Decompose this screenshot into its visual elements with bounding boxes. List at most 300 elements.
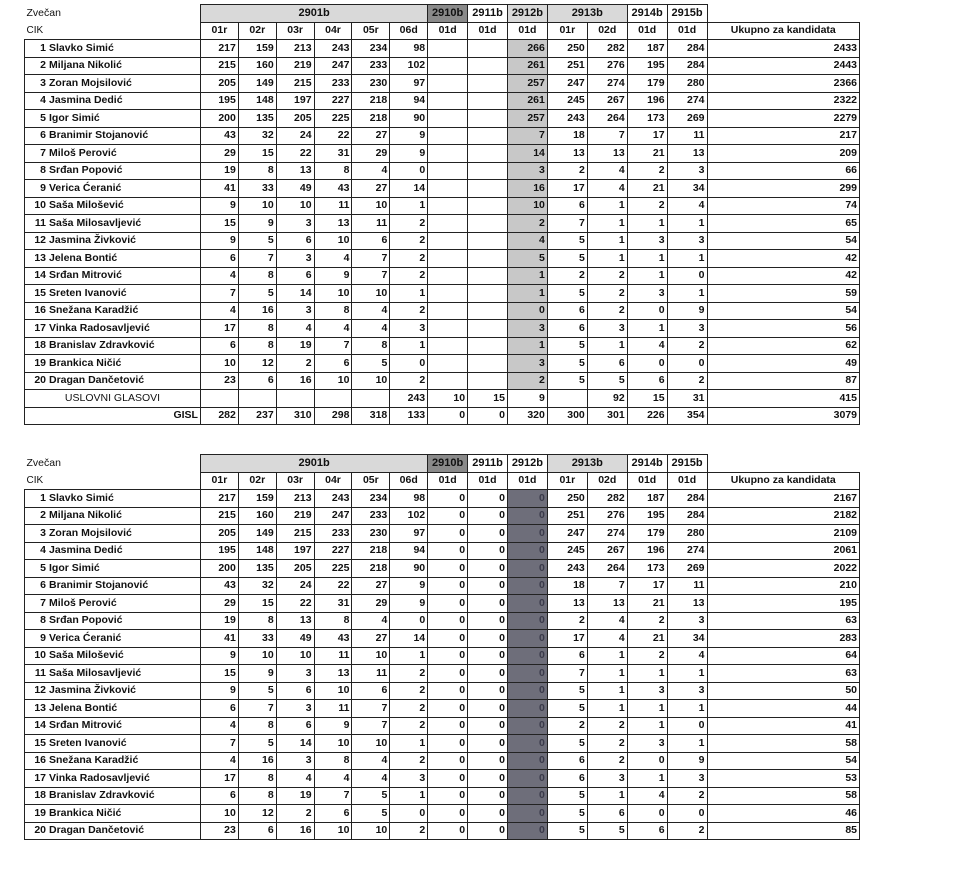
candidate-total: 209 bbox=[707, 145, 859, 163]
vote-cell: 1 bbox=[627, 250, 667, 268]
vote-cell: 3 bbox=[390, 320, 428, 338]
vote-cell: 17 bbox=[200, 770, 238, 788]
candidate-total: 42 bbox=[707, 250, 859, 268]
candidate-name: Saša Milosavljević bbox=[47, 215, 200, 233]
candidate-name: Jelena Bontić bbox=[47, 700, 200, 718]
candidate-name: Branimir Stojanović bbox=[47, 127, 200, 145]
vote-cell: 31 bbox=[314, 145, 352, 163]
vote-cell: 9 bbox=[314, 267, 352, 285]
vote-cell: 5 bbox=[547, 735, 587, 753]
vote-cell: 7 bbox=[238, 700, 276, 718]
vote-cell: 6 bbox=[352, 682, 390, 700]
vote-cell: 159 bbox=[238, 40, 276, 58]
vote-cell: 16 bbox=[238, 302, 276, 320]
candidate-name: Miljana Nikolić bbox=[47, 57, 200, 75]
vote-cell bbox=[468, 110, 508, 128]
row-number: 15 bbox=[25, 285, 48, 303]
vote-cell: 29 bbox=[200, 595, 238, 613]
table-row bbox=[25, 490, 860, 508]
sub-header: 04r bbox=[314, 22, 352, 40]
table-row bbox=[25, 770, 860, 788]
vote-cell: 280 bbox=[667, 525, 707, 543]
vote-cell: 1 bbox=[667, 735, 707, 753]
vote-cell: 13 bbox=[587, 595, 627, 613]
footer-cell: 318 bbox=[352, 407, 390, 425]
vote-cell: 251 bbox=[547, 507, 587, 525]
group-header-row bbox=[25, 455, 860, 473]
group-header: 2910b bbox=[428, 5, 468, 23]
vote-cell bbox=[428, 302, 468, 320]
vote-cell: 3 bbox=[627, 735, 667, 753]
vote-cell: 13 bbox=[276, 162, 314, 180]
vote-cell: 94 bbox=[390, 542, 428, 560]
vote-cell: 264 bbox=[587, 560, 627, 578]
vote-cell: 267 bbox=[587, 542, 627, 560]
table-row bbox=[25, 735, 860, 753]
vote-cell: 2 bbox=[390, 232, 428, 250]
vote-cell bbox=[468, 145, 508, 163]
candidate-name: Miloš Perović bbox=[47, 595, 200, 613]
vote-cell bbox=[428, 355, 468, 373]
vote-cell: 219 bbox=[276, 57, 314, 75]
candidate-name: Jasmina Dedić bbox=[47, 542, 200, 560]
vote-cell: 245 bbox=[547, 92, 587, 110]
table-row bbox=[25, 267, 860, 285]
vote-cell: 0 bbox=[507, 560, 547, 578]
vote-cell: 3 bbox=[390, 770, 428, 788]
candidate-name: Srđan Mitrović bbox=[47, 717, 200, 735]
vote-cell: 282 bbox=[587, 40, 627, 58]
vote-cell: 11 bbox=[314, 700, 352, 718]
vote-cell: 1 bbox=[587, 197, 627, 215]
vote-cell: 98 bbox=[390, 490, 428, 508]
vote-cell: 215 bbox=[200, 57, 238, 75]
vote-cell: 284 bbox=[667, 40, 707, 58]
sub-header: 01d bbox=[667, 22, 707, 40]
vote-cell: 0 bbox=[428, 490, 468, 508]
vote-cell: 6 bbox=[627, 372, 667, 390]
vote-cell bbox=[428, 162, 468, 180]
vote-cell: 1 bbox=[507, 285, 547, 303]
vote-cell: 1 bbox=[627, 717, 667, 735]
vote-cell: 0 bbox=[507, 682, 547, 700]
vote-cell: 7 bbox=[238, 250, 276, 268]
footer-cell bbox=[276, 390, 314, 408]
row-number: 18 bbox=[25, 337, 48, 355]
vote-cell: 0 bbox=[428, 630, 468, 648]
candidate-total: 2109 bbox=[707, 525, 859, 543]
row-number: 1 bbox=[25, 490, 48, 508]
vote-cell: 14 bbox=[276, 285, 314, 303]
sub-header-row bbox=[25, 22, 860, 40]
table-row bbox=[25, 355, 860, 373]
candidate-total: 65 bbox=[707, 215, 859, 233]
vote-cell: 2 bbox=[667, 372, 707, 390]
vote-cell: 197 bbox=[276, 542, 314, 560]
table-row bbox=[25, 110, 860, 128]
vote-cell bbox=[468, 197, 508, 215]
footer-cell bbox=[352, 390, 390, 408]
vote-cell: 4 bbox=[276, 770, 314, 788]
footer-cell: 92 bbox=[587, 390, 627, 408]
candidate-name: Saša Milošević bbox=[47, 647, 200, 665]
vote-cell: 6 bbox=[200, 787, 238, 805]
vote-cell bbox=[468, 355, 508, 373]
footer-total: 3079 bbox=[707, 407, 859, 425]
candidate-name: Zoran Mojsilović bbox=[47, 525, 200, 543]
vote-cell: 0 bbox=[468, 630, 508, 648]
group-header: 2911b bbox=[468, 5, 508, 23]
row-number: 19 bbox=[25, 355, 48, 373]
footer-row bbox=[25, 390, 860, 408]
table-row bbox=[25, 665, 860, 683]
total-column-header: Ukupno za kandidata bbox=[707, 22, 859, 40]
vote-cell: 8 bbox=[238, 337, 276, 355]
vote-cell: 0 bbox=[428, 805, 468, 823]
vote-cell: 267 bbox=[587, 92, 627, 110]
candidate-total: 42 bbox=[707, 267, 859, 285]
vote-cell: 0 bbox=[507, 630, 547, 648]
vote-cell: 0 bbox=[428, 612, 468, 630]
vote-cell: 9 bbox=[667, 752, 707, 770]
candidate-name: Jasmina Dedić bbox=[47, 92, 200, 110]
vote-cell: 7 bbox=[200, 285, 238, 303]
candidate-total: 49 bbox=[707, 355, 859, 373]
vote-cell: 1 bbox=[390, 787, 428, 805]
vote-cell: 3 bbox=[667, 612, 707, 630]
vote-cell: 27 bbox=[352, 630, 390, 648]
vote-cell: 213 bbox=[276, 40, 314, 58]
candidate-total: 50 bbox=[707, 682, 859, 700]
candidate-total: 2279 bbox=[707, 110, 859, 128]
cik-label: CIK bbox=[26, 25, 44, 36]
vote-cell: 3 bbox=[507, 162, 547, 180]
vote-cell: 233 bbox=[314, 525, 352, 543]
vote-cell: 34 bbox=[667, 180, 707, 198]
candidate-name: Brankica Ničić bbox=[47, 805, 200, 823]
vote-cell: 219 bbox=[276, 507, 314, 525]
vote-cell: 9 bbox=[390, 145, 428, 163]
vote-cell: 0 bbox=[468, 787, 508, 805]
vote-cell: 0 bbox=[428, 525, 468, 543]
vote-cell: 1 bbox=[390, 285, 428, 303]
sub-header: 02r bbox=[238, 22, 276, 40]
vote-cell: 43 bbox=[314, 630, 352, 648]
vote-cell: 179 bbox=[627, 525, 667, 543]
vote-cell: 0 bbox=[428, 647, 468, 665]
total-column-header: Ukupno za kandidata bbox=[707, 472, 859, 490]
vote-cell bbox=[428, 92, 468, 110]
vote-cell: 0 bbox=[468, 525, 508, 543]
vote-cell: 0 bbox=[428, 665, 468, 683]
vote-cell: 274 bbox=[587, 75, 627, 93]
vote-cell: 21 bbox=[627, 180, 667, 198]
candidate-total: 46 bbox=[707, 805, 859, 823]
vote-cell: 266 bbox=[507, 40, 547, 58]
vote-cell: 102 bbox=[390, 507, 428, 525]
row-number: 12 bbox=[25, 232, 48, 250]
footer-total: 415 bbox=[707, 390, 859, 408]
vote-cell: 0 bbox=[428, 507, 468, 525]
vote-cell: 6 bbox=[276, 682, 314, 700]
vote-cell: 0 bbox=[507, 700, 547, 718]
vote-cell: 3 bbox=[667, 162, 707, 180]
vote-cell: 15 bbox=[238, 145, 276, 163]
vote-cell: 4 bbox=[587, 630, 627, 648]
vote-cell: 200 bbox=[200, 560, 238, 578]
sub-header: 06d bbox=[390, 22, 428, 40]
vote-cell: 0 bbox=[667, 717, 707, 735]
vote-cell: 7 bbox=[587, 127, 627, 145]
table-row bbox=[25, 197, 860, 215]
vote-cell: 22 bbox=[276, 145, 314, 163]
vote-cell bbox=[428, 267, 468, 285]
vote-cell: 0 bbox=[507, 507, 547, 525]
footer-cell: 310 bbox=[276, 407, 314, 425]
vote-cell: 32 bbox=[238, 127, 276, 145]
row-number: 5 bbox=[25, 560, 48, 578]
vote-cell: 217 bbox=[200, 490, 238, 508]
sub-header: 01d bbox=[507, 22, 547, 40]
candidate-total: 64 bbox=[707, 647, 859, 665]
row-number: 11 bbox=[25, 665, 48, 683]
group-header: 2910b bbox=[428, 455, 468, 473]
vote-cell: 274 bbox=[667, 542, 707, 560]
results-table-top bbox=[24, 4, 860, 425]
vote-cell: 4 bbox=[667, 197, 707, 215]
vote-cell: 10 bbox=[352, 372, 390, 390]
candidate-total: 2433 bbox=[707, 40, 859, 58]
vote-cell bbox=[468, 127, 508, 145]
candidate-total: 54 bbox=[707, 752, 859, 770]
candidate-total: 2182 bbox=[707, 507, 859, 525]
vote-cell: 0 bbox=[468, 665, 508, 683]
vote-cell: 7 bbox=[587, 577, 627, 595]
vote-cell: 0 bbox=[507, 577, 547, 595]
vote-cell: 179 bbox=[627, 75, 667, 93]
vote-cell: 5 bbox=[547, 250, 587, 268]
vote-cell: 29 bbox=[352, 595, 390, 613]
vote-cell bbox=[428, 250, 468, 268]
vote-cell: 10 bbox=[352, 647, 390, 665]
vote-cell bbox=[468, 232, 508, 250]
table-row bbox=[25, 525, 860, 543]
candidate-name: Srđan Popović bbox=[47, 612, 200, 630]
vote-cell: 2 bbox=[667, 822, 707, 840]
vote-cell: 7 bbox=[314, 787, 352, 805]
vote-cell: 0 bbox=[468, 647, 508, 665]
vote-cell: 173 bbox=[627, 560, 667, 578]
vote-cell: 1 bbox=[587, 232, 627, 250]
vote-cell: 1 bbox=[587, 787, 627, 805]
vote-cell: 0 bbox=[428, 752, 468, 770]
vote-cell: 261 bbox=[507, 57, 547, 75]
row-number: 11 bbox=[25, 215, 48, 233]
vote-cell: 22 bbox=[276, 595, 314, 613]
vote-cell: 4 bbox=[200, 302, 238, 320]
row-number: 20 bbox=[25, 822, 48, 840]
candidate-total: 63 bbox=[707, 612, 859, 630]
vote-cell: 4 bbox=[587, 162, 627, 180]
vote-cell: 4 bbox=[587, 612, 627, 630]
vote-cell: 1 bbox=[507, 267, 547, 285]
vote-cell bbox=[428, 285, 468, 303]
vote-cell: 0 bbox=[627, 355, 667, 373]
candidate-total: 63 bbox=[707, 665, 859, 683]
vote-cell bbox=[428, 232, 468, 250]
vote-cell: 19 bbox=[276, 337, 314, 355]
candidate-name: Jelena Bontić bbox=[47, 250, 200, 268]
vote-cell: 43 bbox=[200, 577, 238, 595]
vote-cell: 196 bbox=[627, 92, 667, 110]
vote-cell: 247 bbox=[314, 57, 352, 75]
vote-cell: 10 bbox=[352, 285, 390, 303]
vote-cell: 1 bbox=[390, 337, 428, 355]
candidate-name: Brankica Ničić bbox=[47, 355, 200, 373]
vote-cell: 3 bbox=[667, 320, 707, 338]
candidate-total: 195 bbox=[707, 595, 859, 613]
vote-cell: 11 bbox=[352, 215, 390, 233]
vote-cell: 257 bbox=[507, 75, 547, 93]
vote-cell: 10 bbox=[276, 647, 314, 665]
vote-cell: 0 bbox=[468, 490, 508, 508]
table-row bbox=[25, 232, 860, 250]
row-number: 4 bbox=[25, 542, 48, 560]
vote-cell bbox=[428, 320, 468, 338]
vote-cell: 276 bbox=[587, 57, 627, 75]
vote-cell: 7 bbox=[547, 215, 587, 233]
vote-cell bbox=[428, 372, 468, 390]
vote-cell: 3 bbox=[667, 770, 707, 788]
table-row bbox=[25, 145, 860, 163]
vote-cell: 2 bbox=[667, 787, 707, 805]
vote-cell bbox=[428, 337, 468, 355]
vote-cell: 7 bbox=[507, 127, 547, 145]
row-number: 20 bbox=[25, 372, 48, 390]
vote-cell: 1 bbox=[390, 197, 428, 215]
vote-cell bbox=[468, 267, 508, 285]
vote-cell: 2 bbox=[390, 215, 428, 233]
vote-cell: 9 bbox=[390, 595, 428, 613]
vote-cell: 16 bbox=[507, 180, 547, 198]
vote-cell: 2 bbox=[390, 250, 428, 268]
candidate-total: 2322 bbox=[707, 92, 859, 110]
vote-cell: 27 bbox=[352, 577, 390, 595]
vote-cell: 1 bbox=[627, 267, 667, 285]
vote-cell: 29 bbox=[352, 145, 390, 163]
vote-cell: 16 bbox=[276, 372, 314, 390]
vote-cell: 27 bbox=[352, 180, 390, 198]
vote-cell bbox=[428, 180, 468, 198]
vote-cell: 34 bbox=[667, 630, 707, 648]
vote-cell: 9 bbox=[200, 682, 238, 700]
vote-cell bbox=[468, 285, 508, 303]
vote-cell: 31 bbox=[314, 595, 352, 613]
row-number: 3 bbox=[25, 525, 48, 543]
row-number: 1 bbox=[25, 40, 48, 58]
vote-cell: 3 bbox=[507, 355, 547, 373]
vote-cell: 195 bbox=[200, 542, 238, 560]
vote-cell: 8 bbox=[238, 770, 276, 788]
vote-cell: 13 bbox=[667, 145, 707, 163]
vote-cell: 13 bbox=[314, 215, 352, 233]
candidate-total: 59 bbox=[707, 285, 859, 303]
vote-cell bbox=[468, 40, 508, 58]
vote-cell: 0 bbox=[428, 595, 468, 613]
row-number: 2 bbox=[25, 507, 48, 525]
vote-cell: 32 bbox=[238, 577, 276, 595]
vote-cell: 200 bbox=[200, 110, 238, 128]
vote-cell: 2 bbox=[390, 752, 428, 770]
vote-cell: 43 bbox=[200, 127, 238, 145]
vote-cell: 2 bbox=[547, 717, 587, 735]
sub-header: 01d bbox=[468, 22, 508, 40]
vote-cell: 0 bbox=[468, 595, 508, 613]
footer-cell: 300 bbox=[547, 407, 587, 425]
vote-cell: 227 bbox=[314, 92, 352, 110]
vote-cell: 160 bbox=[238, 57, 276, 75]
vote-cell: 14 bbox=[507, 145, 547, 163]
candidate-name: Snežana Karadžić bbox=[47, 302, 200, 320]
vote-cell: 5 bbox=[352, 355, 390, 373]
candidate-total: 2366 bbox=[707, 75, 859, 93]
vote-cell: 10 bbox=[314, 682, 352, 700]
footer-cell bbox=[200, 390, 238, 408]
vote-cell bbox=[468, 250, 508, 268]
vote-cell: 22 bbox=[314, 577, 352, 595]
vote-cell bbox=[428, 215, 468, 233]
sub-header: 01d bbox=[667, 472, 707, 490]
vote-cell: 6 bbox=[547, 647, 587, 665]
vote-cell: 0 bbox=[428, 735, 468, 753]
vote-cell: 215 bbox=[276, 525, 314, 543]
vote-cell: 9 bbox=[314, 717, 352, 735]
row-number: 7 bbox=[25, 595, 48, 613]
vote-cell: 217 bbox=[200, 40, 238, 58]
vote-cell: 205 bbox=[200, 75, 238, 93]
vote-cell: 1 bbox=[587, 682, 627, 700]
vote-cell: 148 bbox=[238, 542, 276, 560]
sub-header: 01d bbox=[627, 472, 667, 490]
table-row bbox=[25, 180, 860, 198]
vote-cell: 2 bbox=[390, 717, 428, 735]
vote-cell: 215 bbox=[276, 75, 314, 93]
row-number: 2 bbox=[25, 57, 48, 75]
vote-cell: 173 bbox=[627, 110, 667, 128]
candidate-total: 2443 bbox=[707, 57, 859, 75]
table-row bbox=[25, 320, 860, 338]
table-row bbox=[25, 682, 860, 700]
table-row bbox=[25, 92, 860, 110]
vote-cell: 4 bbox=[314, 250, 352, 268]
vote-cell: 6 bbox=[587, 355, 627, 373]
table-row bbox=[25, 787, 860, 805]
candidate-total: 2022 bbox=[707, 560, 859, 578]
vote-cell: 0 bbox=[468, 735, 508, 753]
vote-cell: 4 bbox=[352, 302, 390, 320]
vote-cell: 0 bbox=[468, 577, 508, 595]
table-row bbox=[25, 752, 860, 770]
vote-cell: 6 bbox=[547, 320, 587, 338]
vote-cell: 2 bbox=[587, 717, 627, 735]
row-number: 10 bbox=[25, 647, 48, 665]
vote-cell bbox=[468, 215, 508, 233]
vote-cell: 10 bbox=[314, 372, 352, 390]
row-number: 3 bbox=[25, 75, 48, 93]
vote-cell: 6 bbox=[200, 250, 238, 268]
vote-cell: 5 bbox=[547, 822, 587, 840]
candidate-name: Srđan Popović bbox=[47, 162, 200, 180]
